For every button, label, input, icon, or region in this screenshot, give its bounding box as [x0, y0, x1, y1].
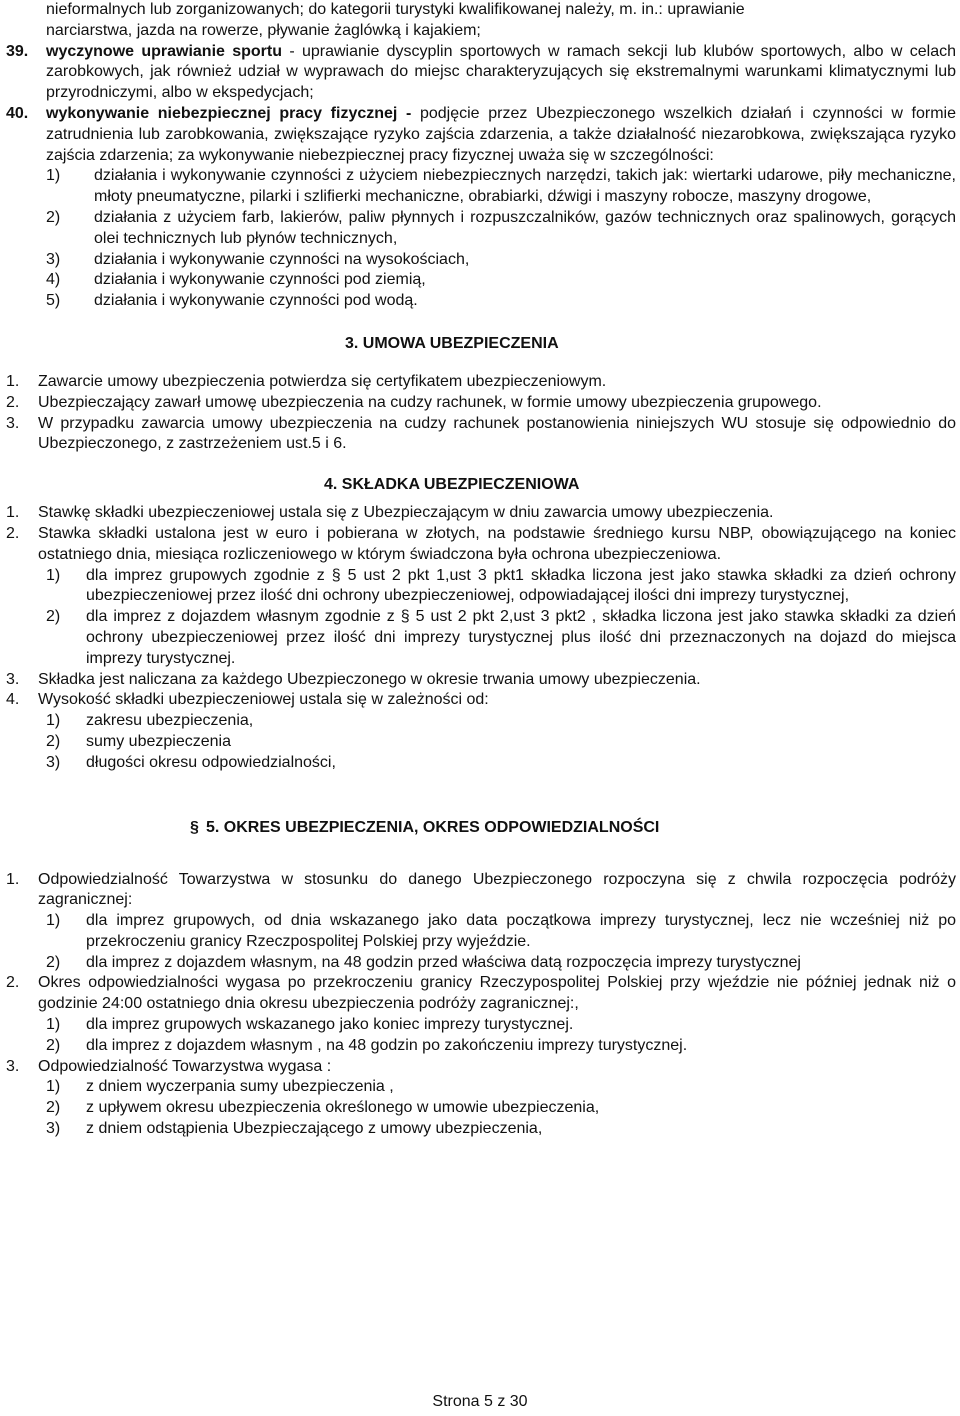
list-text: Okres odpowiedzialności wygasa po przekroczeniu granicy Rzeczypospolitej Polskiej przy wjeździe nie później jednak niż o godzinie 24:00 ostatniego dnia okresu ubezpieczenia podróży zagranicznej:,: [38, 974, 956, 1013]
list-text: z dniem wyczerpania sumy ubezpieczenia ,: [86, 1078, 394, 1096]
list-item: [6, 503, 956, 524]
list-item: [6, 953, 956, 974]
list-text: Zawarcie umowy ubezpieczenia potwierdza się certyfikatem ubezpieczeniowym.: [38, 372, 607, 390]
list-item: [6, 1036, 956, 1057]
list-item: [6, 250, 956, 271]
list-number: 3): [46, 250, 61, 268]
list-number: 1): [46, 912, 61, 930]
definition-item-40: [6, 104, 956, 166]
list-number: 2.: [6, 524, 20, 542]
list-text: z upływem okresu ubezpieczenia określonego w umowie ubezpieczenia,: [86, 1099, 600, 1117]
list-number: 5): [46, 292, 61, 310]
list-number: 4): [46, 271, 61, 289]
document-page: [6, 0, 956, 1140]
definition-continuation: [6, 0, 956, 42]
list-text: Stawka składki ustalona jest w euro i pobierana w złotych, na podstawie średniego kursu NBP, obowiązującego na koniec ostatniego dnia, miesiąca rozliczeniowego w którym świadczona była ochrona ubezpieczeniowa.: [38, 524, 956, 563]
list-number: 1.: [6, 870, 20, 888]
section-sign: §: [190, 818, 199, 836]
list-text: z dniem odstąpienia Ubezpieczającego z umowy ubezpieczenia,: [86, 1120, 543, 1138]
list-number: 2.: [6, 393, 20, 411]
list-item: [6, 1015, 956, 1036]
list-number: 1): [46, 712, 61, 730]
list-item: [6, 607, 956, 669]
section-title: 3. UMOWA UBEZPIECZENIA: [345, 334, 559, 352]
list-number: 2): [46, 953, 61, 971]
list-number: 2.: [6, 974, 20, 992]
list-text: dla imprez grupowych zgodnie z: [86, 566, 332, 584]
list-number: 4.: [6, 691, 20, 709]
list-item: [6, 1077, 956, 1098]
list-item: [6, 372, 956, 393]
list-text: dla imprez z dojazdem własnym zgodnie z: [86, 608, 401, 626]
list-number: 3.: [6, 414, 20, 432]
list-text: dla imprez grupowych, od dnia wskazanego jako data początkowa imprezy turystycznej, lecz nie wcześniej niż po przekroczeniu granicy Rzeczpospolitej Polskiej przy wyjeździe.: [86, 912, 956, 950]
list-item: [6, 1057, 956, 1078]
list-item: [6, 291, 956, 312]
list-text: działania i wykonywanie czynności z użyciem niebezpiecznych narzędzi, takich jak: wiertarki udarowe, piły mechaniczne, młoty pneumatyczne, pilarki i szlifierki mechaniczne, obrabiarki, dźwigi i maszyny robocze, maszyny drogowe,: [94, 167, 956, 206]
list-item: [6, 973, 956, 1015]
continuation-line: nieformalnych lub zorganizowanych; do kategorii turystyki kwalifikowanej należy, m. in.: uprawianie: [46, 1, 745, 18]
definition-text: - uprawianie dyscyplin sportowych w ramach sekcji lub klubów sportowych, albo w celach zarobkowych, jak również udział w wyprawach do miejsc charakteryzujących się ekstremalnymi warunkami klimatycznymi lub przyrodniczymi, albo w ekspedycjach;: [46, 42, 957, 102]
list-text: dla imprez z dojazdem własnym , na 48 godzin po zakończeniu imprezy turystycznej.: [86, 1036, 688, 1054]
section-heading: [6, 475, 956, 495]
list-number: 3.: [6, 670, 20, 688]
list-item: [6, 870, 956, 912]
section-title: 5. OKRES UBEZPIECZENIA, OKRES ODPOWIEDZIALNOŚCI: [206, 818, 660, 836]
list-number: 1): [46, 1078, 61, 1096]
list-number: 3.: [6, 1057, 20, 1075]
list-text: Wysokość składki ubezpieczeniowej ustala się w zależności od:: [38, 691, 489, 709]
list-item: [6, 208, 956, 250]
list-item: [6, 414, 956, 456]
list-number: 1.: [6, 372, 20, 390]
list-text: 5 ust 2 pkt 2,ust 3 pkt2 , składka liczona jest jako stawka składki za dzień ochrony ubezpieczeniowej przez ilość dni imprezy turystycznej plus ilość dni przeznaczonych na dojazd do miejsca imprezy turystycznej.: [86, 608, 956, 667]
list-item: [6, 711, 956, 732]
list-text: dla imprez z dojazdem własnym, na 48 godzin przed właściwa datą rozpoczęcia imprezy turystycznej: [86, 953, 801, 971]
list-text: działania i wykonywanie czynności na wysokościach,: [94, 250, 470, 268]
definition-number: 39.: [6, 42, 29, 60]
list-number: 2): [46, 732, 61, 750]
list-number: 2): [46, 1099, 61, 1117]
list-item: [6, 732, 956, 753]
list-text: Stawkę składki ubezpieczeniowej ustala się z Ubezpieczającym w dniu zawarcia umowy ubezpieczenia.: [38, 504, 774, 522]
list-number: 1): [46, 167, 61, 185]
list-item: [6, 270, 956, 291]
section-title: 4. SKŁADKA UBEZPIECZENIOWA: [324, 476, 580, 494]
definition-number: 40.: [6, 104, 29, 122]
section-heading: [6, 334, 956, 354]
list-text: działania z użyciem farb, lakierów, paliw płynnych i rozpuszczalników, gazów technicznych oraz spalinowych, gorących olei technicznych lub płynów technicznych,: [94, 208, 956, 247]
definition-term: wykonywanie niebezpiecznej pracy fizycznej -: [46, 104, 412, 122]
list-text: działania i wykonywanie czynności pod ziemią,: [94, 271, 426, 289]
list-item: [6, 670, 956, 691]
list-item: [6, 753, 956, 774]
page-number: Strona 5 z 30: [432, 1393, 528, 1410]
list-number: 3): [46, 1120, 61, 1138]
section-sign: §: [400, 608, 410, 626]
list-item: [6, 911, 956, 953]
list-text: Odpowiedzialność Towarzystwa w stosunku do danego Ubezpieczonego rozpoczyna się z chwila rozpoczęcia podróży zagranicznej:: [38, 870, 956, 909]
page-footer: [0, 1392, 960, 1412]
section-sign: §: [331, 566, 341, 584]
list-text: Składka jest naliczana za każdego Ubezpieczonego w okresie trwania umowy ubezpieczenia.: [38, 670, 701, 688]
list-item: [6, 1119, 956, 1140]
list-text: długości okresu odpowiedzialności,: [86, 753, 336, 771]
list-item: [6, 524, 956, 566]
section-heading: [6, 818, 956, 838]
list-text: sumy ubezpieczenia: [86, 732, 231, 750]
list-number: 1): [46, 566, 61, 584]
definition-item-39: [6, 42, 956, 104]
list-text: Odpowiedzialność Towarzystwa wygasa :: [38, 1057, 332, 1075]
definition-text: podjęcie przez Ubezpieczonego wszelkich działań i czynności w formie zatrudnienia lub zarobkowania, zwiększające ryzyko zajścia zdarzenia, a także działalność niezarobkowa, zwiększająca ryzyko zajścia zdarzenia; za wykonywanie niebezpiecznej pracy fizycznej uważa się w szczególności:: [46, 104, 957, 164]
list-text: Ubezpieczający zawarł umowę ubezpieczenia na cudzy rachunek, w formie umowy ubezpieczenia grupowego.: [38, 393, 822, 411]
list-text: W przypadku zawarcia umowy ubezpieczenia na cudzy rachunek postanowienia niniejszych WU stosuje się odpowiednio do Ubezpieczonego, z zastrzeżeniem ust.5 i 6.: [38, 414, 956, 453]
list-item: [6, 393, 956, 414]
list-number: 2): [46, 608, 61, 626]
list-text: 5 ust 2 pkt 1,ust 3 pkt1 składka liczona jest jako stawka składki za dzień ochrony ubezpieczeniowej przez ilość dni ochrony ubezpieczeniowej, odpowiadającej ilości dni imprezy turystycznej,: [86, 566, 956, 605]
list-number: 1.: [6, 504, 20, 522]
list-item: [6, 1098, 956, 1119]
list-number: 2): [46, 1036, 61, 1054]
list-number: 1): [46, 1016, 61, 1034]
list-item: [6, 166, 956, 208]
list-number: 3): [46, 753, 61, 771]
definition-term: wyczynowe uprawianie sportu: [46, 42, 283, 60]
list-item: [6, 566, 956, 608]
list-text: dla imprez grupowych wskazanego jako koniec imprezy turystycznej.: [86, 1016, 574, 1034]
list-item: [6, 690, 956, 711]
list-text: zakresu ubezpieczenia,: [86, 712, 254, 730]
list-number: 2): [46, 208, 61, 226]
list-text: działania i wykonywanie czynności pod wodą.: [94, 292, 418, 310]
continuation-line: narciarstwa, jazda na rowerze, pływanie żaglówką i kajakiem;: [46, 21, 481, 39]
